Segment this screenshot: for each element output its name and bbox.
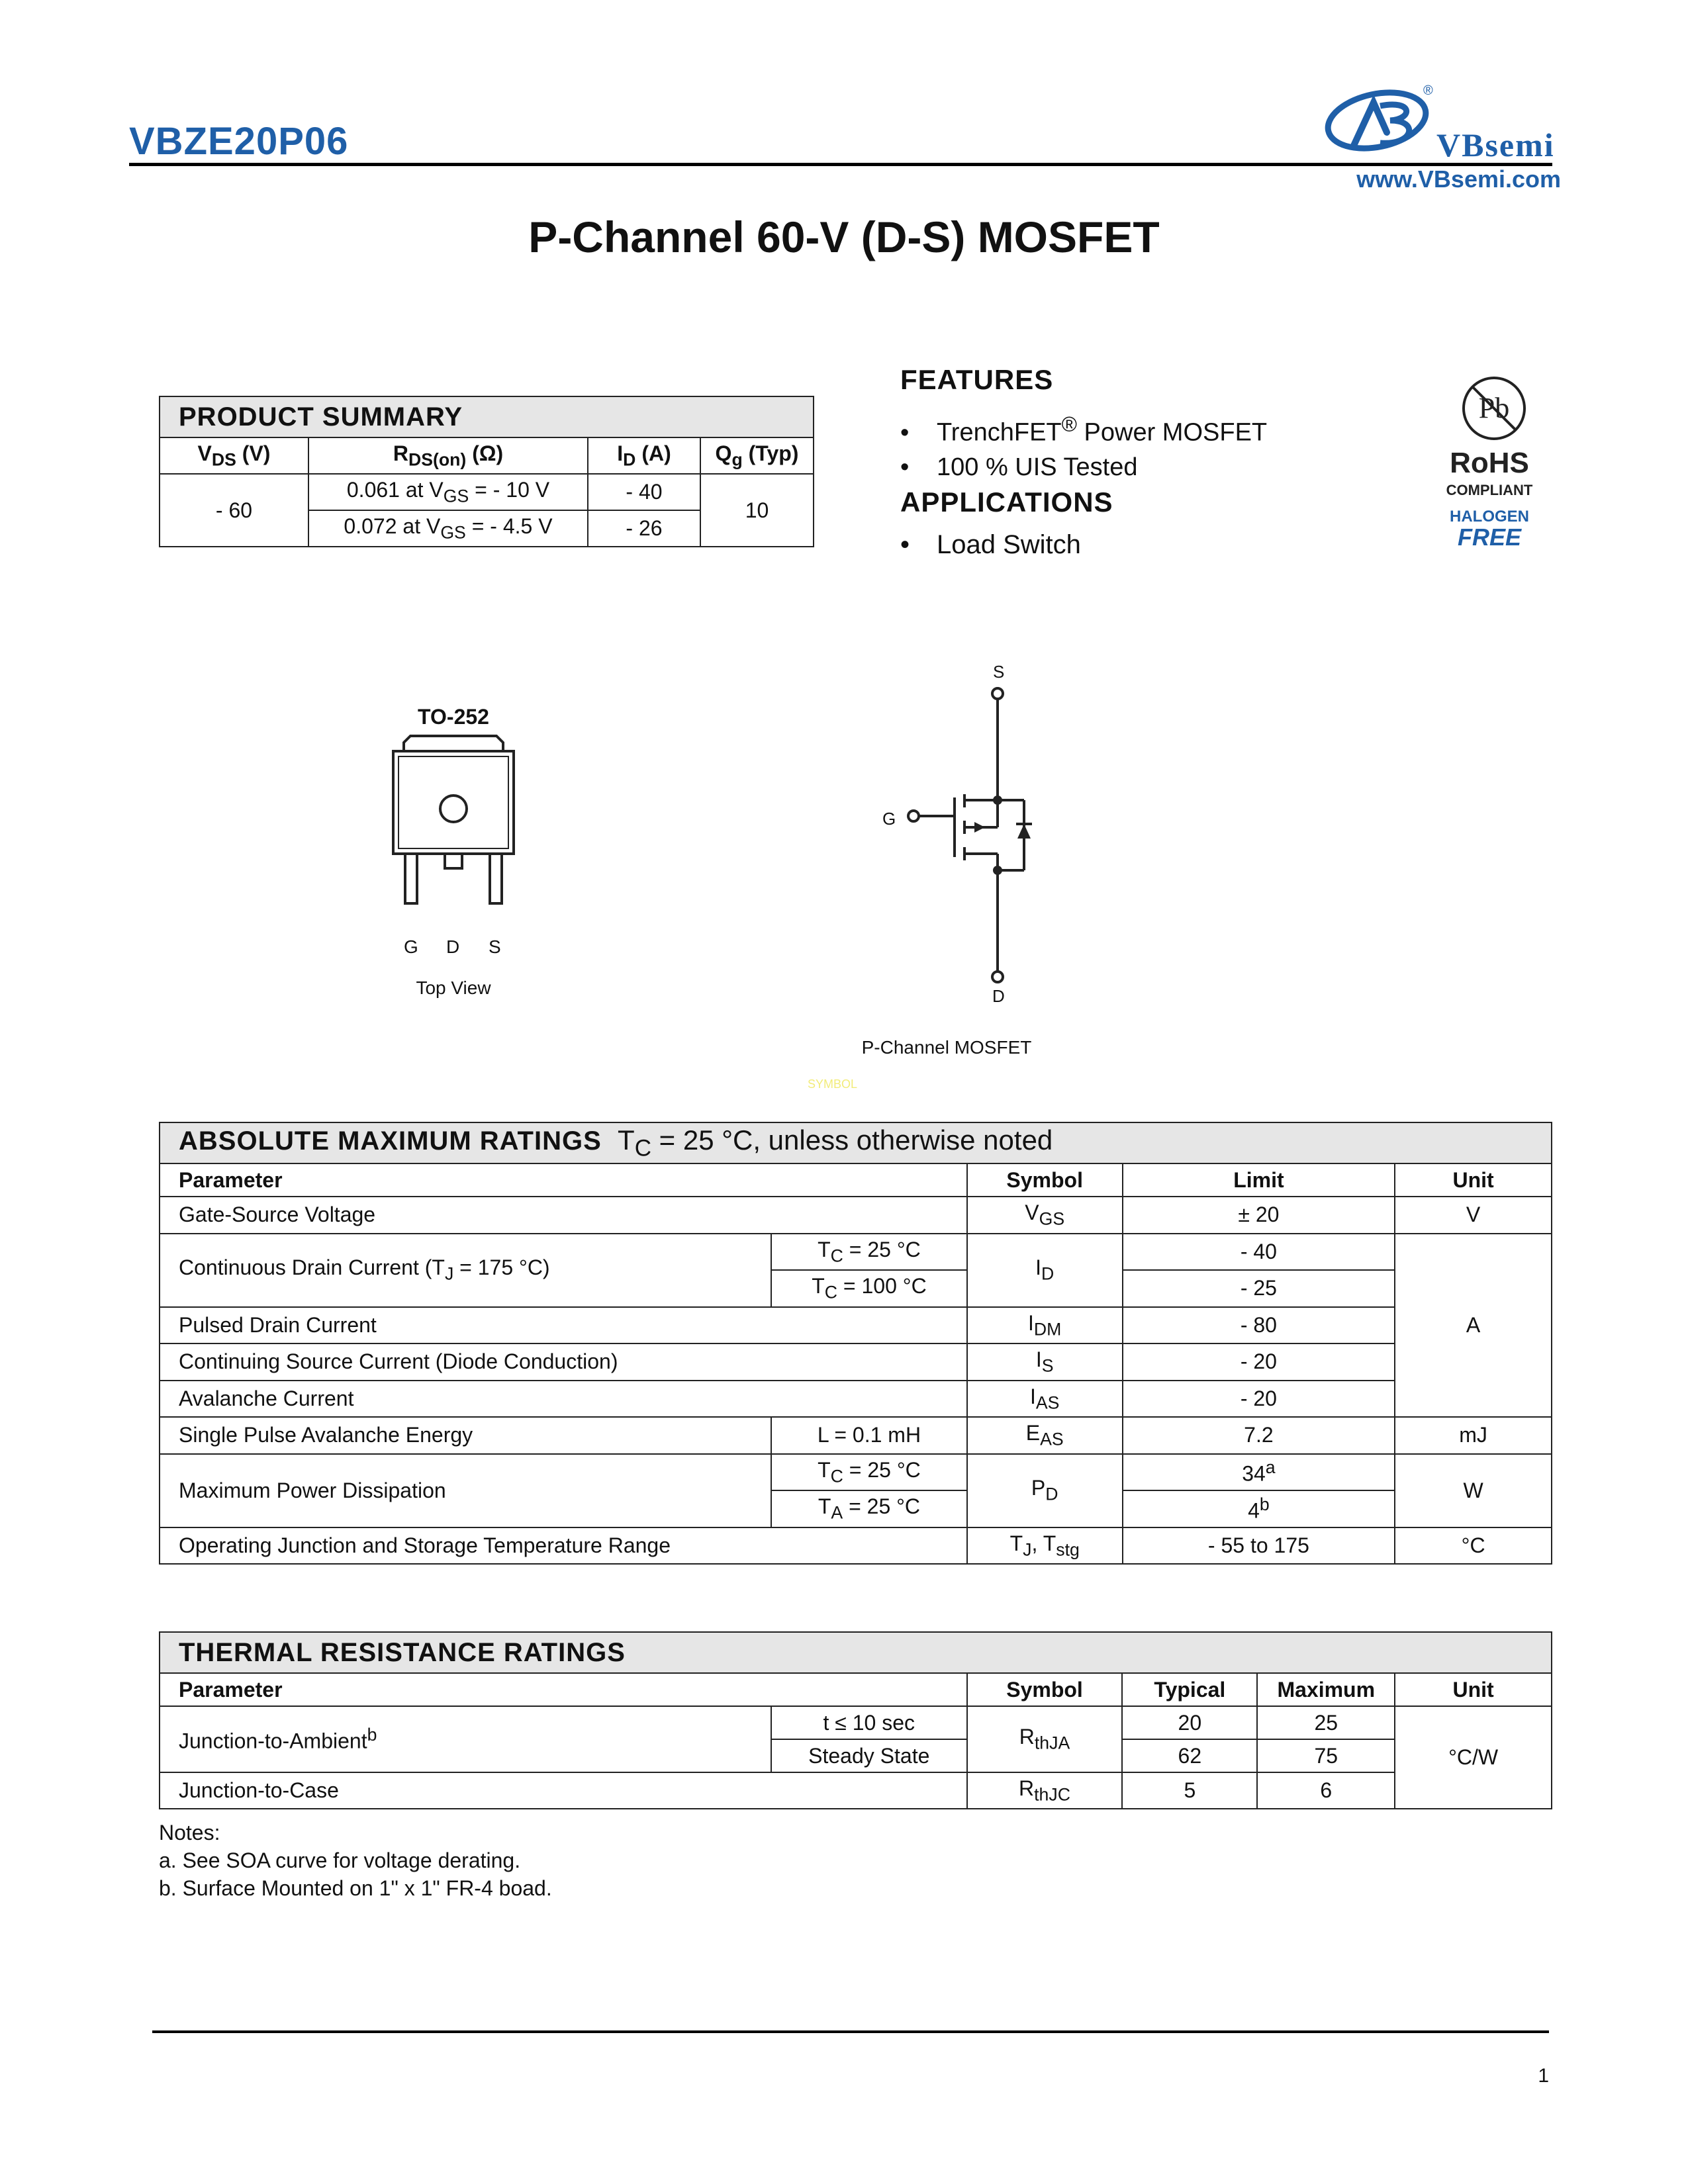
gate-label: G — [882, 809, 896, 829]
table-row: Steady State 62 75 — [160, 1739, 1552, 1772]
id-value: - 40 — [588, 474, 700, 510]
vds-value: - 60 — [160, 474, 308, 547]
document-title: P-Channel 60-V (D-S) MOSFET — [528, 212, 1160, 261]
table-row: Pulsed Drain Current $I_{DM}$ - 80 — [160, 1307, 1552, 1344]
table-row: $T_A = 25$ °C 4$^b$ — [160, 1490, 1552, 1527]
rds-value: 0.072 at $V_{GS}$ = - 4.5 V — [308, 510, 588, 547]
col-symbol: Symbol — [967, 1673, 1123, 1706]
col-typical: Typical — [1122, 1673, 1257, 1706]
col-qg: $Q_g$ (Typ) — [700, 437, 814, 474]
col-parameter: Parameter — [160, 1163, 967, 1197]
rds-value: 0.061 at $V_{GS}$ = - 10 V — [308, 474, 588, 510]
col-rds: $R_{DS(on)}$ (Ω) — [308, 437, 588, 474]
applications-heading: APPLICATIONS — [900, 486, 1113, 518]
thermal-heading: THERMAL RESISTANCE RATINGS — [160, 1632, 1552, 1673]
symbol-watermark: SYMBOL — [808, 1077, 858, 1091]
table-row: Operating Junction and Storage Temperature Range $T_J$, $T_{stg}$ - 55 to 175 °C — [160, 1527, 1552, 1565]
table-row: Continuous Drain Current ($T_J = 175$ °C) $T_C = 25$ °C $I_D$ - 40 A — [160, 1234, 1552, 1271]
mosfet-symbol-icon — [900, 685, 1046, 989]
absolute-maximum-ratings-table — [159, 1122, 1552, 1565]
qg-value: 10 — [700, 474, 814, 547]
abs-max-heading: ABSOLUTE MAXIMUM RATINGS $T_C = 25$ °C, unless otherwise noted — [160, 1122, 1552, 1163]
table-row: Continuing Source Current (Diode Conduction) $I_S$ - 20 — [160, 1343, 1552, 1381]
source-label: S — [993, 662, 1005, 682]
product-summary-heading: PRODUCT SUMMARY — [160, 396, 814, 437]
id-value: - 26 — [588, 510, 700, 547]
pin-label-g: G — [404, 936, 418, 957]
product-summary-table — [159, 396, 814, 547]
list-item: • 100 % UIS Tested — [900, 450, 1267, 484]
pb-label: Pb — [1478, 392, 1510, 424]
pin-label-s: S — [489, 936, 501, 957]
col-unit: Unit — [1395, 1163, 1552, 1197]
registered-mark: ® — [1423, 83, 1433, 98]
col-maximum: Maximum — [1257, 1673, 1395, 1706]
notes-heading: Notes: — [159, 1821, 220, 1844]
features-heading: FEATURES — [900, 364, 1054, 395]
list-item: • TrenchFET® Power MOSFET — [900, 407, 1267, 450]
features-list — [900, 407, 1267, 484]
part-number: VBZE20P06 — [129, 120, 349, 163]
to252-package-icon — [384, 735, 523, 933]
col-parameter: Parameter — [160, 1673, 967, 1706]
list-item: • Load Switch — [900, 527, 1081, 562]
pb-free-icon — [1460, 374, 1529, 443]
schematic-caption: P-Channel MOSFET — [861, 1037, 1032, 1058]
compliant-label: COMPLIANT — [1446, 482, 1533, 498]
col-symbol: Symbol — [967, 1163, 1123, 1197]
footer-rule — [152, 2030, 1549, 2033]
notes — [159, 1819, 552, 1902]
thermal-resistance-table — [159, 1631, 1552, 1809]
pin-label-d: D — [446, 936, 460, 957]
table-row: Avalanche Current $I_{AS}$ - 20 — [160, 1381, 1552, 1418]
table-row: Junction-to-Case $R_{thJC}$ 5 6 — [160, 1772, 1552, 1809]
website-link[interactable]: www.VBsemi.com — [1356, 165, 1561, 193]
note-b: b. Surface Mounted on 1" x 1" FR-4 boad. — [159, 1876, 552, 1900]
page-number: 1 — [1538, 2065, 1549, 2087]
free-label: FREE — [1457, 523, 1521, 551]
col-unit: Unit — [1395, 1673, 1552, 1706]
table-row: Gate-Source Voltage $V_{GS}$ ± 20 V — [160, 1197, 1552, 1234]
rohs-label: RoHS — [1450, 447, 1529, 479]
table-row: $T_C = 100$ °C - 25 — [160, 1270, 1552, 1307]
brand-name: VBsemi — [1436, 126, 1555, 163]
applications-list — [900, 527, 1081, 562]
note-a: a. See SOA curve for voltage derating. — [159, 1848, 521, 1872]
col-vds: $V_{DS}$ (V) — [160, 437, 308, 474]
package-name: TO-252 — [418, 705, 489, 729]
table-row: Maximum Power Dissipation $T_C = 25$ °C $P_D$ 34$^a$ W — [160, 1454, 1552, 1491]
top-view-label: Top View — [416, 978, 491, 998]
drain-label: D — [992, 986, 1005, 1006]
halogen-label: HALOGEN — [1450, 508, 1529, 525]
col-id: $I_D$ (A) — [588, 437, 700, 474]
table-row: Junction-to-Ambient$^b$ t ≤ 10 sec $R_{thJA}$ 20 25 °C/W — [160, 1706, 1552, 1739]
table-row: Single Pulse Avalanche Energy L = 0.1 mH $E_{AS}$ 7.2 mJ — [160, 1417, 1552, 1454]
col-limit: Limit — [1123, 1163, 1395, 1197]
